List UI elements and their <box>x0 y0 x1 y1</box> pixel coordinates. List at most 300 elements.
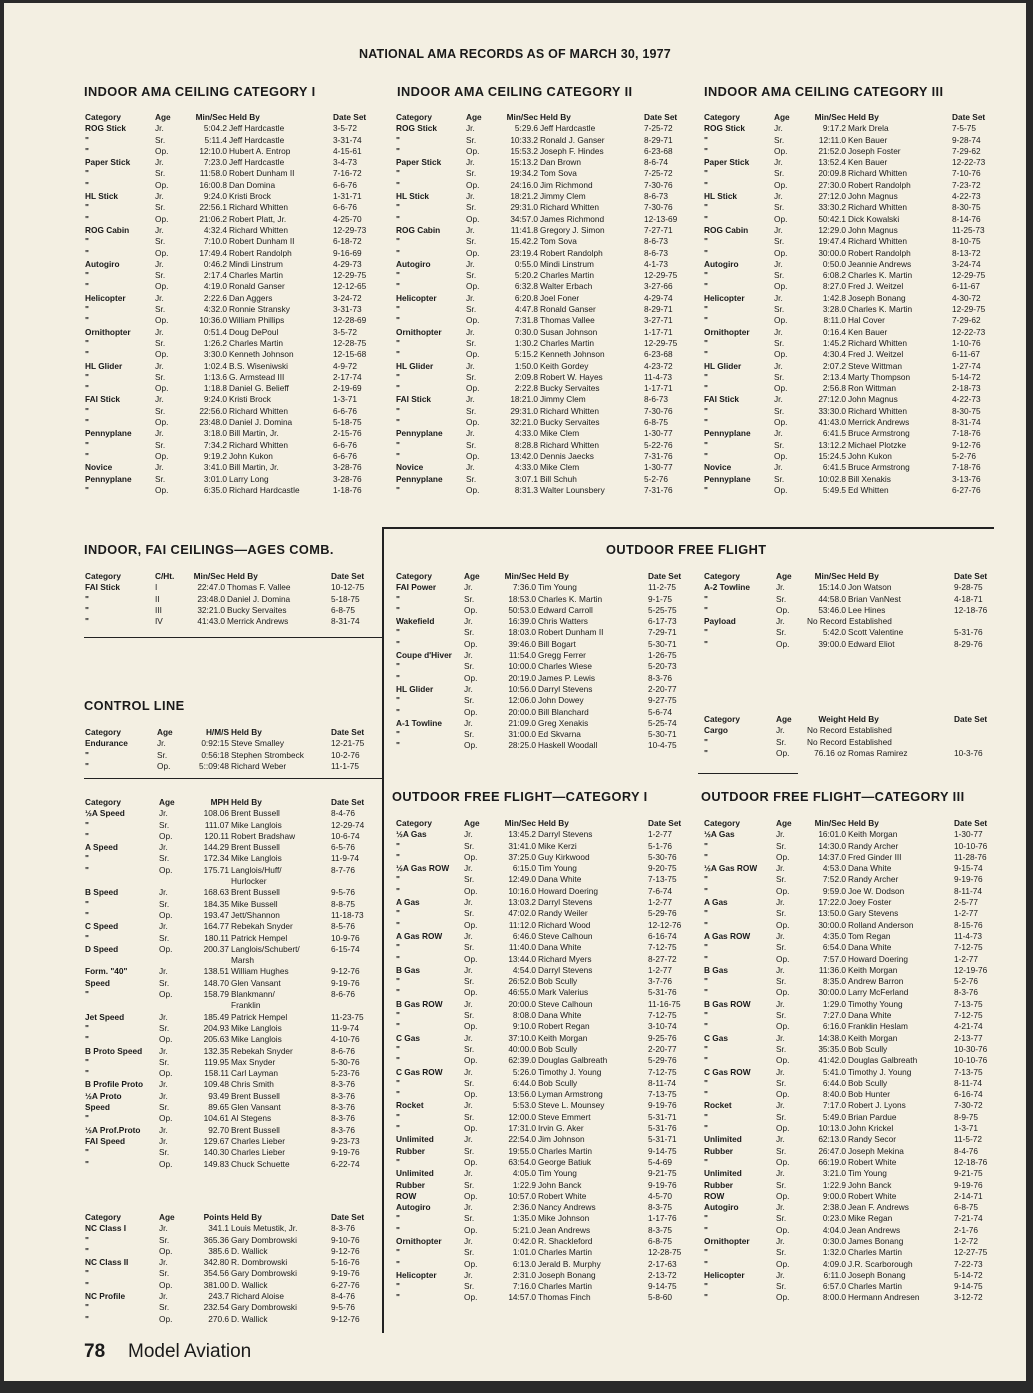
control-line-divider <box>84 778 382 779</box>
value-cell: 6:13.0 <box>512 1258 536 1269</box>
table-row <box>703 920 999 931</box>
category-cell: " <box>396 1292 400 1303</box>
category-cell: " <box>704 638 708 649</box>
age-cell: Op. <box>464 1123 478 1134</box>
category-cell: " <box>396 1224 400 1235</box>
date-cell: 7-29-62 <box>952 315 981 326</box>
category-cell: C Speed <box>85 921 119 932</box>
table-row <box>84 1246 382 1257</box>
value-cell: 6:44.0 <box>512 1077 536 1088</box>
date-cell: 8-11-74 <box>648 1077 676 1088</box>
age-cell: Jr. <box>776 964 785 975</box>
column-header: Category <box>704 571 740 581</box>
column-header: Age <box>774 112 790 122</box>
date-cell: 12-12-76 <box>648 919 682 930</box>
date-cell: 5-30-71 <box>648 638 677 649</box>
holder-cell: Dan Aggers <box>229 292 273 303</box>
value-cell: 15:14.0 <box>818 582 846 593</box>
category-cell: Endurance <box>85 738 128 749</box>
holder-cell: D. Wallick <box>231 1279 268 1290</box>
table-row <box>84 1034 382 1045</box>
category-cell: " <box>396 405 400 416</box>
value-cell: 8:35.0 <box>822 976 846 987</box>
category-cell: Unlimited <box>704 1168 742 1179</box>
holder-cell: Keith Morgan <box>848 829 898 840</box>
age-cell: Sr. <box>464 1145 475 1156</box>
table-row <box>84 761 382 772</box>
holder-cell: Kenneth Johnson <box>540 349 605 360</box>
category-cell: " <box>396 213 400 224</box>
holder-cell: Mindi Linstrum <box>229 258 283 269</box>
age-cell: Op. <box>159 909 173 920</box>
value-cell: 20:09.8 <box>818 168 846 179</box>
holder-cell: Walter Erbach <box>540 281 593 292</box>
column-header: Weight <box>818 714 846 724</box>
age-cell: Op. <box>464 1055 478 1066</box>
value-cell: 6:11.0 <box>823 1269 846 1280</box>
holder-cell: James P. Lewis <box>538 672 596 683</box>
age-cell: Op. <box>464 919 478 930</box>
category-cell: " <box>85 383 89 394</box>
category-cell: " <box>85 760 89 771</box>
age-cell: Op. <box>776 919 790 930</box>
category-cell: " <box>704 953 708 964</box>
value-cell: 9:24.0 <box>203 394 227 405</box>
table-row <box>703 485 995 496</box>
age-cell: Jr. <box>776 1235 785 1246</box>
date-cell: 12-28-75 <box>333 337 367 348</box>
date-cell: 8-4-76 <box>954 1145 978 1156</box>
category-cell: " <box>396 383 400 394</box>
control-line-heading: CONTROL LINE <box>84 698 185 713</box>
holder-cell: G. Armstead III <box>229 371 285 382</box>
age-cell: Sr. <box>159 819 170 830</box>
age-cell: Op. <box>464 1292 478 1303</box>
date-cell: 6-16-74 <box>954 1089 983 1100</box>
category-cell: C Gas <box>396 1032 420 1043</box>
date-cell: 7-29-62 <box>952 145 981 156</box>
table-row <box>84 293 376 304</box>
category-cell: Autogiro <box>396 1202 431 1213</box>
value-cell: 0:23.0 <box>822 1213 846 1224</box>
holder-cell: Richard Whitten <box>848 236 908 247</box>
age-cell: Op. <box>155 417 169 428</box>
category-cell: " <box>704 604 708 615</box>
category-cell: HL Stick <box>396 191 430 202</box>
category-cell: FAI Stick <box>704 394 740 405</box>
holder-cell: Robert Randolph <box>848 179 911 190</box>
category-cell: " <box>396 1111 400 1122</box>
age-cell: Sr. <box>155 168 166 179</box>
date-cell: 8-4-76 <box>331 1291 355 1302</box>
table-row <box>84 1000 382 1011</box>
value-cell: 172.34 <box>203 853 229 864</box>
age-cell: Sr. <box>776 1145 787 1156</box>
holder-cell: Bill Xenakis <box>848 473 891 484</box>
value-cell: 41:43.0 <box>197 616 225 627</box>
age-cell: Op. <box>774 213 788 224</box>
category-cell: A Gas <box>396 897 420 908</box>
age-cell: Sr. <box>466 371 477 382</box>
age-cell: Jr. <box>774 224 783 235</box>
column-header: Held By <box>231 1212 262 1222</box>
value-cell: 35:35.0 <box>818 1043 846 1054</box>
table-row <box>395 639 691 650</box>
category-cell <box>84 1000 158 1011</box>
value-cell: 175.71 <box>203 864 229 875</box>
date-cell: 3-28-76 <box>333 462 362 473</box>
category-cell: " <box>85 1279 89 1290</box>
holder-cell: Jean Andrews <box>538 1224 591 1235</box>
age-cell: Op. <box>776 1021 790 1032</box>
date-cell: 4-25-70 <box>333 213 362 224</box>
table-row <box>703 594 999 605</box>
date-cell: 8-11-74 <box>954 885 982 896</box>
age-cell: Jr. <box>776 1100 785 1111</box>
category-cell: " <box>396 236 400 247</box>
category-cell: Rubber <box>704 1145 734 1156</box>
date-cell: 1-3-71 <box>333 394 357 405</box>
table-row <box>395 293 687 304</box>
category-cell: " <box>704 874 708 885</box>
value-cell: 2:36.0 <box>512 1202 536 1213</box>
age-cell: Sr. <box>464 1010 475 1021</box>
value-cell: 23:19.4 <box>510 247 538 258</box>
category-cell: " <box>85 450 89 461</box>
column-header: Category <box>704 818 740 828</box>
date-cell: 1-2-77 <box>648 829 672 840</box>
table-row <box>703 1044 999 1055</box>
category-cell: Rubber <box>396 1145 426 1156</box>
value-cell: 243.7 <box>208 1291 229 1302</box>
column-header: Min/Sec <box>193 571 225 581</box>
category-cell: " <box>704 1123 708 1134</box>
value-cell: 0:42.0 <box>512 1235 536 1246</box>
category-cell: HL Glider <box>396 683 434 694</box>
ff-cat1-table <box>395 818 691 1304</box>
ceiling2-table <box>395 112 687 496</box>
value-cell: 4:47.8 <box>514 304 538 315</box>
age-cell: Op. <box>155 315 169 326</box>
category-cell: " <box>85 304 89 315</box>
holder-cell: Gregory J. Simon <box>540 224 605 235</box>
category-cell: B Gas <box>704 964 728 975</box>
category-cell: ½A Gas <box>704 829 735 840</box>
value-cell: 4:35.0 <box>822 930 846 941</box>
age-cell: Op. <box>466 349 480 360</box>
date-cell: 3-4-73 <box>333 157 357 168</box>
holder-cell: Tom Sova <box>540 236 577 247</box>
age-cell: Jr. <box>774 157 783 168</box>
category-cell: Ornithopter <box>396 1235 442 1246</box>
value-cell: 13:56.0 <box>508 1089 536 1100</box>
age-cell: Sr. <box>159 977 170 988</box>
age-cell: Sr. <box>776 1281 787 1292</box>
category-cell: " <box>704 383 708 394</box>
table-row <box>84 594 374 605</box>
value-cell: 7:23.0 <box>203 157 227 168</box>
table-row <box>703 965 999 976</box>
table-row <box>395 191 687 202</box>
age-cell: Jr. <box>159 808 168 819</box>
category-cell: " <box>396 1043 400 1054</box>
category-cell: " <box>85 1113 89 1124</box>
holder-cell: Nancy Andrews <box>538 1202 596 1213</box>
date-cell: 7-6-74 <box>648 885 672 896</box>
age-cell: Sr. <box>155 405 166 416</box>
category-cell: " <box>396 450 400 461</box>
table-row <box>84 865 382 876</box>
value-cell: 12:11.0 <box>818 134 846 145</box>
holder-cell: Charles Martin <box>538 1281 592 1292</box>
date-cell: 9-27-75 <box>648 695 677 706</box>
date-cell: 7-12-75 <box>648 942 677 953</box>
value-cell: 47:02.0 <box>508 908 536 919</box>
table-row <box>84 406 376 417</box>
date-cell: 9-19-76 <box>954 1179 983 1190</box>
table-row <box>84 738 382 749</box>
holder-cell: Bruce Armstrong <box>848 462 910 473</box>
value-cell: 10:36.0 <box>199 315 227 326</box>
age-cell: Jr. <box>155 462 164 473</box>
date-cell: 11-1-75 <box>331 760 359 771</box>
age-cell <box>158 1000 186 1011</box>
holder-cell: Charles Lieber <box>231 1135 285 1146</box>
value-cell: 92.70 <box>208 1124 229 1135</box>
holder-cell: Carl Layman <box>231 1068 279 1079</box>
value-cell: 8:40.0 <box>822 1089 846 1100</box>
holder-cell: Robert White <box>538 1190 587 1201</box>
column-header: Date Set <box>952 112 986 122</box>
value-cell: 18:03.0 <box>508 627 536 638</box>
category-cell: " <box>704 1111 708 1122</box>
date-cell: 1-26-75 <box>648 650 677 661</box>
holder-cell: Mike Kerzi <box>538 840 577 851</box>
value-cell: 11:36.0 <box>818 964 846 975</box>
value-cell: 0:56:18 <box>201 749 229 760</box>
category-cell: " <box>396 337 400 348</box>
date-cell: 8-31-74 <box>331 616 360 627</box>
value-cell: 19:34.2 <box>510 168 538 179</box>
date-cell: 5-31-71 <box>648 1111 677 1122</box>
value-cell: 6:57.0 <box>822 1281 846 1292</box>
holder-cell: Larry McFerland <box>848 987 909 998</box>
value-cell: 12:10.0 <box>199 145 227 156</box>
value-cell: 13:44.0 <box>508 953 536 964</box>
column-header: Held By <box>848 571 879 581</box>
value-cell: 200.37 <box>203 943 229 954</box>
date-cell: 10-10-76 <box>954 1055 988 1066</box>
category-cell: " <box>396 593 400 604</box>
date-cell: 8-13-72 <box>952 247 981 258</box>
age-cell: Sr. <box>157 749 168 760</box>
category-cell: " <box>704 919 708 930</box>
points-table <box>84 1212 382 1325</box>
category-cell: Helicopter <box>704 1269 745 1280</box>
category-cell: Pennyplane <box>85 473 132 484</box>
table-row <box>395 1247 691 1258</box>
value-cell: 149.83 <box>203 1158 229 1169</box>
category-cell: ½A Gas <box>396 829 427 840</box>
category-cell: A Gas <box>704 897 728 908</box>
date-cell: 4-23-72 <box>644 360 673 371</box>
age-cell: Op. <box>466 145 480 156</box>
table-row <box>703 1089 999 1100</box>
age-cell: Sr. <box>159 1268 170 1279</box>
table-row <box>703 748 999 759</box>
value-cell: 27:30.0 <box>818 179 846 190</box>
table-row <box>84 1223 382 1234</box>
holder-cell: Scott Valentine <box>848 627 904 638</box>
age-cell: Op. <box>776 1055 790 1066</box>
value-cell: 184.35 <box>203 898 229 909</box>
table-row <box>395 1089 691 1100</box>
age-cell: Sr. <box>464 942 475 953</box>
column-header: Date Set <box>331 1212 365 1222</box>
age-cell: Op. <box>774 247 788 258</box>
category-cell: " <box>85 749 89 760</box>
category-cell: Pennyplane <box>396 473 443 484</box>
date-cell: 6-27-76 <box>331 1279 360 1290</box>
age-cell: Sr. <box>159 1234 170 1245</box>
category-cell: " <box>704 1224 708 1235</box>
holder-cell: Dana White <box>538 1010 582 1021</box>
date-cell: 11-23-75 <box>331 1011 364 1022</box>
value-cell: 0:51.4 <box>203 326 227 337</box>
magazine-name: Model Aviation <box>128 1341 252 1362</box>
table-row <box>84 1102 382 1113</box>
table-row <box>84 1113 382 1124</box>
column-header: Date Set <box>333 112 367 122</box>
table-row <box>703 349 995 360</box>
category-cell: " <box>396 1089 400 1100</box>
date-cell: 10-3-76 <box>954 747 983 758</box>
age-cell: Sr. <box>155 473 166 484</box>
value-cell: 1:50.0 <box>514 360 538 371</box>
holder-cell: Robert White <box>848 1190 897 1201</box>
date-cell: 1-2-77 <box>648 964 672 975</box>
age-cell: Jr. <box>466 462 475 473</box>
date-cell: 8-6-73 <box>644 191 668 202</box>
date-cell: 3-31-74 <box>333 134 362 145</box>
holder-cell: Charles Martin <box>540 270 594 281</box>
table-row <box>703 168 995 179</box>
value-cell: 354.56 <box>203 1268 229 1279</box>
table-row <box>703 908 999 919</box>
age-cell: Jr. <box>776 998 785 1009</box>
date-cell: 8-6-74 <box>644 157 668 168</box>
value-cell: 11:40.0 <box>508 942 536 953</box>
value-cell: 23:48.0 <box>199 417 227 428</box>
cargo-table <box>703 714 999 759</box>
date-cell: 6-6-76 <box>333 450 357 461</box>
value-cell: 1:22.9 <box>512 1179 536 1190</box>
table-row <box>84 605 374 616</box>
category-cell: " <box>85 1245 89 1256</box>
date-cell: 8-6-73 <box>644 236 668 247</box>
table-row <box>395 406 687 417</box>
date-cell: 8-3-76 <box>331 1113 355 1124</box>
category-cell: " <box>396 840 400 851</box>
holder-cell: Timothy Young <box>848 998 903 1009</box>
age-cell: Sr. <box>776 1247 787 1258</box>
date-cell: 8-6-73 <box>644 394 668 405</box>
date-cell: 4-30-72 <box>952 292 981 303</box>
holder-cell: Gary Dombrowski <box>231 1234 297 1245</box>
category-cell: " <box>704 371 708 382</box>
table-row <box>703 1202 999 1213</box>
age-cell: Sr. <box>466 337 477 348</box>
holder-cell: Edward Eliot <box>848 638 895 649</box>
value-cell: 20:19.0 <box>508 672 536 683</box>
age-cell: Jr. <box>464 1269 473 1280</box>
category-cell: Rubber <box>704 1179 734 1190</box>
table-row <box>395 1202 691 1213</box>
holder-cell: Richard Aloise <box>231 1291 285 1302</box>
date-cell: 1-3-71 <box>954 1123 978 1134</box>
age-cell: Sr. <box>774 304 785 315</box>
holder-cell: Randy Weiler <box>538 908 588 919</box>
date-cell: 6-18-72 <box>333 236 362 247</box>
holder-cell: Joseph Mekina <box>848 1145 904 1156</box>
age-cell: Op. <box>776 953 790 964</box>
holder-cell: John Banck <box>848 1179 892 1190</box>
category-cell: " <box>85 932 89 943</box>
age-cell: Jr. <box>464 1100 473 1111</box>
age-cell: Jr. <box>776 616 785 627</box>
age-cell: Op. <box>776 1156 790 1167</box>
age-cell: Jr. <box>776 930 785 941</box>
age-cell: Sr. <box>155 304 166 315</box>
category-cell: " <box>704 236 708 247</box>
table-row <box>395 1044 691 1055</box>
value-cell: 18:21.0 <box>510 394 538 405</box>
value-cell: 108.06 <box>203 808 229 819</box>
value-cell: 1:01.0 <box>512 1247 536 1258</box>
value-cell: 62:13.0 <box>818 1134 846 1145</box>
table-row <box>84 485 376 496</box>
table-row <box>703 1134 999 1145</box>
date-cell: 5-30-71 <box>648 729 677 740</box>
age-cell: Sr. <box>155 439 166 450</box>
date-cell: 7-10-76 <box>952 168 981 179</box>
date-cell: 6-23-68 <box>644 145 673 156</box>
category-cell: " <box>396 706 400 717</box>
age-cell: Jr. <box>159 966 168 977</box>
category-cell: Pennyplane <box>704 428 751 439</box>
date-cell: 7-12-75 <box>954 942 983 953</box>
holder-cell: Chris Watters <box>538 616 588 627</box>
date-cell: 12-13-69 <box>644 213 678 224</box>
table-row <box>703 157 995 168</box>
column-header: Category <box>85 1212 121 1222</box>
table-row <box>703 1146 999 1157</box>
age-cell: Op. <box>776 851 790 862</box>
category-cell: " <box>396 247 400 258</box>
holder-cell: Tom Sova <box>540 168 577 179</box>
category-cell: " <box>85 1068 89 1079</box>
holder-cell: Joseph Bonang <box>848 1269 906 1280</box>
age-cell: Sr. <box>155 371 166 382</box>
date-cell: 8-6-73 <box>644 247 668 258</box>
value-cell: 29:31.0 <box>510 202 538 213</box>
value-cell: 6:20.8 <box>514 292 538 303</box>
column-header: Held By <box>231 797 262 807</box>
age-cell: Jr. <box>464 650 473 661</box>
age-cell: Jr. <box>155 428 164 439</box>
age-cell: Sr. <box>464 593 475 604</box>
age-cell: Sr. <box>464 661 475 672</box>
